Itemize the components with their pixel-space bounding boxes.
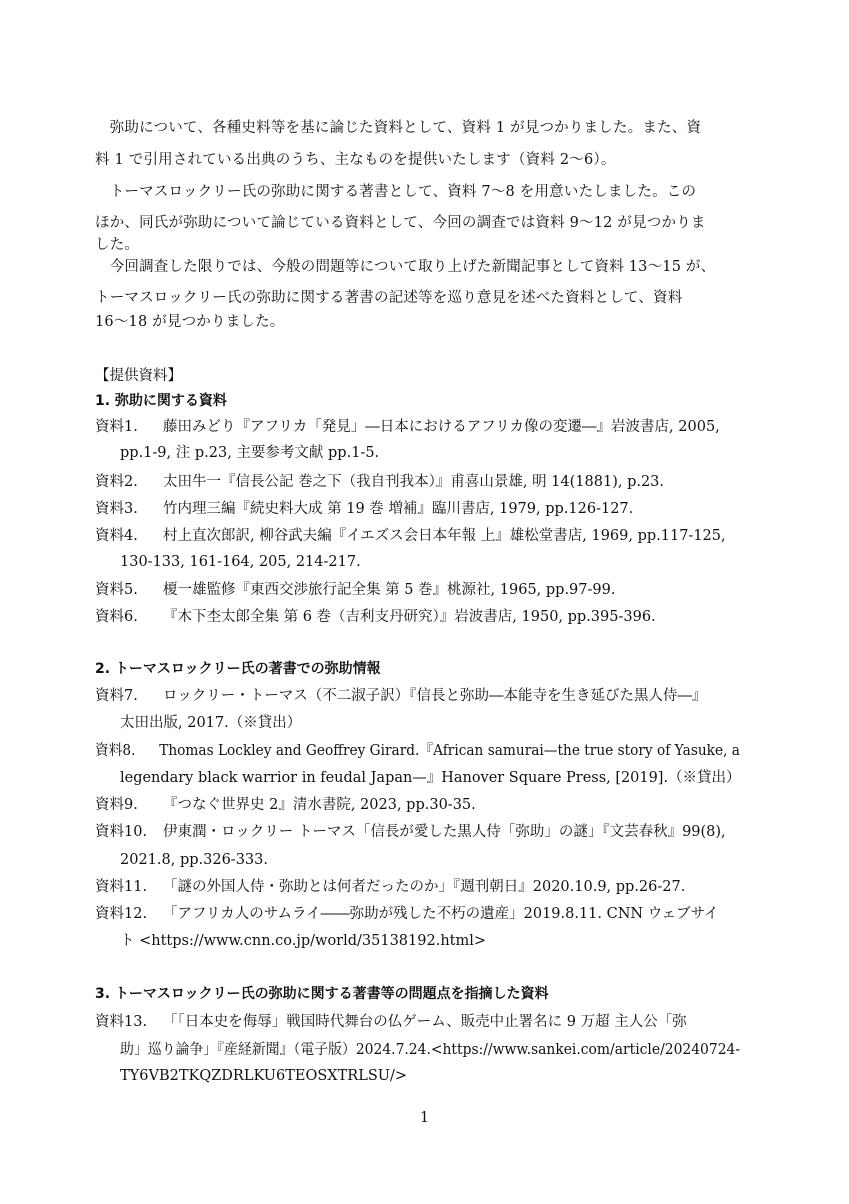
reference-item xyxy=(95,795,476,815)
reference-number: 資料13. xyxy=(95,1014,148,1030)
reference-number: 資料5. xyxy=(95,582,138,598)
reference-item xyxy=(95,580,615,600)
reference-number: 資料10. xyxy=(95,824,148,840)
section-heading: 2. トーマスロックリー氏の著書での弥助情報 xyxy=(95,661,381,677)
reference-item xyxy=(95,607,656,627)
reference-continuation: legendary black warrior in feudal Japan—』Hanover Square Press, [2019].（※貸出） xyxy=(120,770,741,786)
reference-item xyxy=(95,499,633,519)
reference-number: 資料11. xyxy=(95,879,148,895)
reference-text: 榎一雄監修『東西交渉旅行記全集 第 5 巻』桃源社, 1965, pp.97-99. xyxy=(163,582,616,598)
reference-continuation: ト <https://www.cnn.co.jp/world/35138192.html> xyxy=(120,933,487,949)
intro-line: 16～18 が見つかりました。 xyxy=(95,314,285,330)
intro-line: した。 xyxy=(95,237,140,253)
reference-continuation: pp.1-9, 注 p.23, 主要参考文献 pp.1-5. xyxy=(120,445,380,461)
reference-number: 資料9. xyxy=(95,797,138,813)
reference-text: 藤田みどり『アフリカ「発見」―日本におけるアフリカ像の変遷―』岩波書店, 2005, xyxy=(163,419,720,435)
reference-continuation: 助」巡り論争」『産経新聞』（電子版）2024.7.24.<https://www.sankei.com/article/20240724- xyxy=(120,1042,741,1058)
reference-text: Thomas Lockley and Geoffrey Girard.『African samurai—the true story of Yasuke, a xyxy=(159,743,740,759)
reference-text: 「「日本史を侮辱」戦国時代舞台の仏ゲーム、販売中止署名に 9 万超 主人公「弥 xyxy=(163,1014,687,1030)
reference-item xyxy=(95,904,719,924)
reference-number: 資料7. xyxy=(95,688,138,704)
reference-item xyxy=(95,417,720,437)
reference-text: 『木下杢太郎全集 第 6 巻（吉利支丹研究）』岩波書店, 1950, pp.395-396. xyxy=(163,609,656,625)
reference-item xyxy=(95,822,726,842)
reference-text: 太田牛一『信長公記 巻之下（我自刊我本）』甫喜山景雄, 明 14(1881), p.23. xyxy=(163,474,665,490)
reference-item xyxy=(95,526,726,546)
reference-text: 村上直次郎訳, 柳谷武夫編『イエズス会日本年報 上』雄松堂書店, 1969, pp.117-125, xyxy=(163,528,726,544)
reference-item xyxy=(95,686,706,706)
reference-text: 「謎の外国人侍・弥助とは何者だったのか」『週刊朝日』2020.10.9, pp.26-27. xyxy=(163,879,686,895)
reference-number: 資料8. xyxy=(95,743,136,759)
reference-number: 資料6. xyxy=(95,609,138,625)
reference-number: 資料12. xyxy=(95,906,148,922)
reference-text: 『つなぐ世界史 2』清水書院, 2023, pp.30-35. xyxy=(163,797,476,813)
intro-line: トーマスロックリー氏の弥助に関する著書として、資料 7～8 を用意いたしました。この xyxy=(95,184,697,200)
intro-line: 料 1 で引用されている出典のうち、主なものを提供いたします（資料 2～6）。 xyxy=(95,152,616,168)
reference-item xyxy=(95,472,664,492)
reference-item xyxy=(95,877,685,897)
reference-continuation: TY6VB2TKQZDRLKU6TEOSXTRLSU/> xyxy=(120,1068,408,1084)
reference-number: 資料1. xyxy=(95,419,138,435)
page-number: 1 xyxy=(419,1110,430,1126)
reference-continuation: 2021.8, pp.326-333. xyxy=(120,852,268,868)
intro-line: トーマスロックリー氏の弥助に関する著書の記述等を巡り意見を述べた資料として、資料 xyxy=(95,290,683,306)
reference-continuation: 130-133, 161-164, 205, 214-217. xyxy=(120,554,361,570)
reference-item xyxy=(95,1012,687,1032)
intro-line: ほか、同氏が弥助について論じている資料として、今回の調査では資料 9～12 が見つかりま xyxy=(95,215,706,231)
reference-text: 伊東潤・ロックリー トーマス「信長が愛した黒人侍「弥助」の謎」『文芸春秋』99(8), xyxy=(163,824,726,840)
intro-line: 今回調査した限りでは、今般の問題等について取り上げた新聞記事として資料 13～15 が、 xyxy=(95,259,716,275)
reference-text: ロックリー・トーマス（不二淑子訳）『信長と弥助―本能寺を生き延びた黒人侍―』 xyxy=(163,688,707,704)
reference-number: 資料3. xyxy=(95,501,138,517)
reference-number: 資料4. xyxy=(95,528,138,544)
provided-label: 【提供資料】 xyxy=(95,368,182,384)
reference-item xyxy=(95,741,740,761)
reference-text: 「アフリカ人のサムライ――弥助が残した不朽の遺産」2019.8.11. CNN ウェブサイ xyxy=(163,906,719,922)
reference-continuation: 太田出版, 2017.（※貸出） xyxy=(120,715,302,731)
section-heading: 3. トーマスロックリー氏の弥助に関する著書等の問題点を指摘した資料 xyxy=(95,986,549,1002)
reference-text: 竹内理三編『続史料大成 第 19 巻 増補』臨川書店, 1979, pp.126-127. xyxy=(163,501,634,517)
reference-number: 資料2. xyxy=(95,474,138,490)
section-heading: 1. 弥助に関する資料 xyxy=(95,393,227,409)
intro-line: 弥助について、各種史料等を基に論じた資料として、資料 1 が見つかりました。また、資 xyxy=(95,120,702,136)
